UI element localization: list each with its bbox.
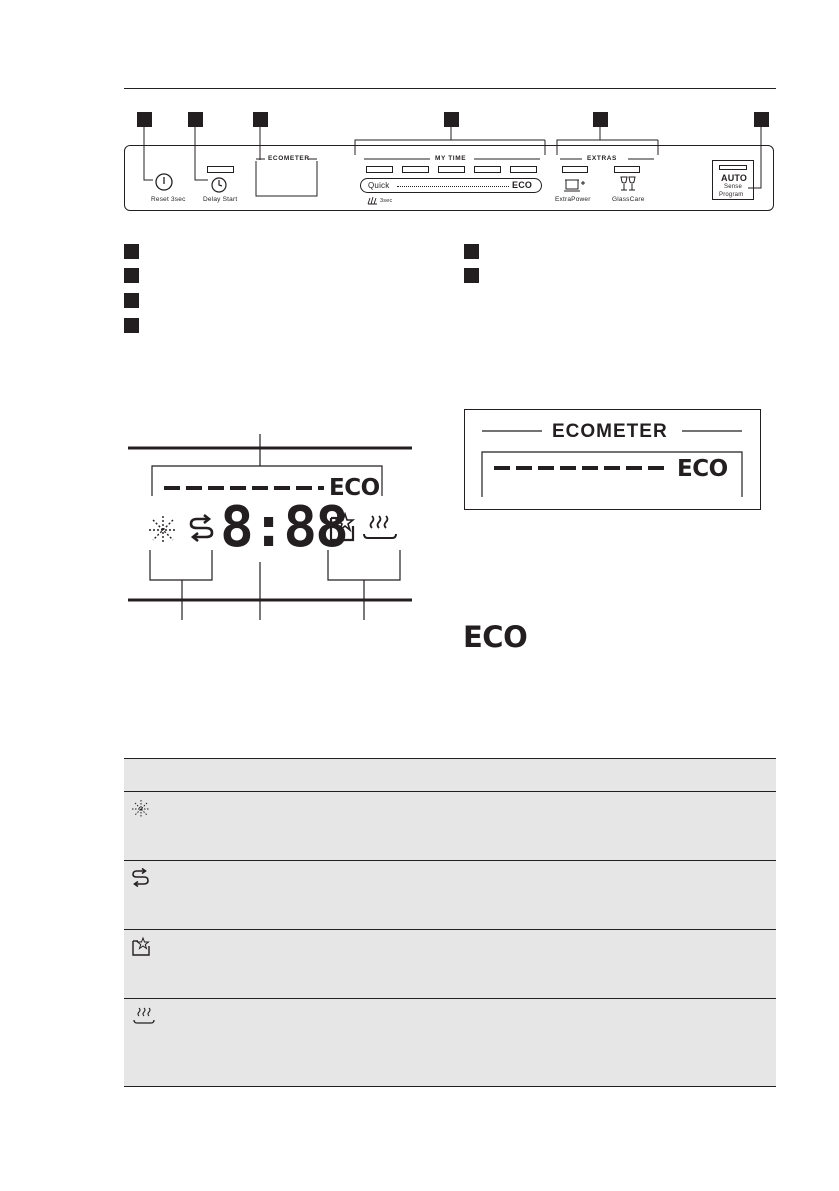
ecometer-inset-eco: ECO (677, 456, 728, 482)
legend-marker-4 (124, 318, 139, 333)
regenerate-icon (130, 867, 152, 889)
quick-label: Quick (368, 181, 390, 190)
panel-eco-label: ECO (512, 180, 533, 190)
panel-ecometer-title: ECOMETER (268, 155, 310, 162)
cycle-arrows-icon (188, 514, 216, 542)
symbol-table (124, 758, 776, 1087)
rinse-aid-icon (130, 798, 152, 820)
glasscare-glasses-icon[interactable] (618, 175, 638, 193)
extras-title: EXTRAS (587, 155, 617, 162)
legend-marker-2 (124, 268, 139, 283)
table-row-drying (124, 999, 776, 1087)
legend-marker-6 (464, 268, 479, 283)
table-row-auto-door (124, 930, 776, 999)
hand-press-icon (367, 196, 379, 206)
sense-label: Sense (724, 184, 743, 190)
mytime-dotted-track (397, 186, 509, 187)
display-digits: 8:88 (220, 495, 347, 560)
glasscare-label: GlassCare (612, 196, 645, 203)
auto-door-icon (130, 936, 152, 958)
auto-indicator (719, 165, 747, 170)
steam-plate-icon (362, 512, 398, 542)
legend-marker-1 (124, 244, 139, 259)
display-eco-label: ECO (329, 475, 380, 501)
clock-icon[interactable] (210, 176, 228, 194)
eco-symbol: ECO (463, 620, 528, 654)
mytime-slot-1[interactable] (366, 166, 393, 173)
drying-icon (130, 1005, 158, 1027)
auto-label: AUTO (721, 173, 748, 183)
mytime-slot-5[interactable] (510, 166, 537, 173)
delay-start-label: Delay Start (203, 196, 238, 203)
legend-marker-3 (124, 293, 139, 308)
table-header (124, 758, 776, 792)
door-star-icon (329, 512, 355, 542)
power-icon[interactable] (154, 172, 174, 192)
mytime-slot-3[interactable] (438, 166, 465, 173)
table-row-regenerate (124, 861, 776, 930)
legend-marker-5 (464, 244, 479, 259)
hold-3sec-label: 3sec (380, 198, 393, 204)
mytime-slot-2[interactable] (402, 166, 429, 173)
extrapower-pot-icon[interactable] (563, 175, 587, 193)
table-row-rinse-aid (124, 792, 776, 861)
extrapower-indicator (562, 166, 588, 173)
program-label: Program (719, 192, 744, 198)
extrapower-label: ExtraPower (555, 196, 591, 203)
reset-label: Reset 3sec (151, 196, 186, 203)
sparkle-icon (148, 515, 178, 545)
glasscare-indicator (614, 166, 640, 173)
ecometer-inset-title: ECOMETER (552, 421, 668, 442)
delay-start-indicator (207, 166, 234, 173)
mytime-title: MY TIME (435, 155, 467, 162)
mytime-slot-4[interactable] (474, 166, 501, 173)
